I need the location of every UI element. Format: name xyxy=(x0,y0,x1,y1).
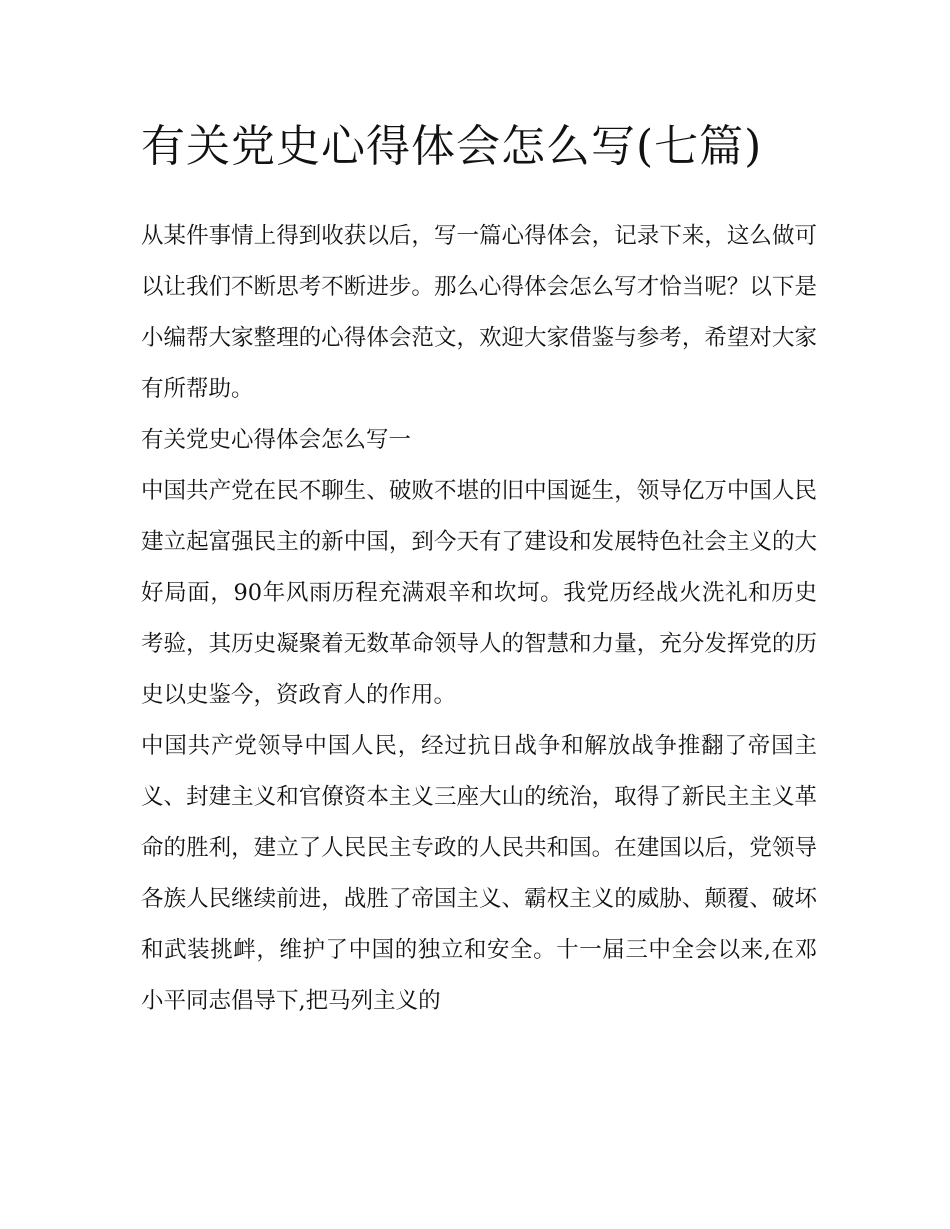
intro-paragraph: 从某件事情上得到收获以后，写一篇心得体会，记录下来，这么做可以让我们不断思考不断进步。那么心得体会怎么写才恰当呢？以下是小编帮大家整理的心得体会范文，欢迎大家借鉴与参考，希望对大家有所帮助。 xyxy=(141,223,817,402)
body-paragraph-1: 中国共产党在民不聊生、破败不堪的旧中国诞生，领导亿万中国人民建立起富强民主的新中国，到今天有了建设和发展特色社会主义的大好局面，90年风雨历程充满艰辛和坎坷。我党历经战火洗礼和历史考验，其历史凝聚着无数革命领导人的智慧和力量，充分发挥党的历史以史鉴今，资政育人的作用。 xyxy=(141,478,817,708)
section-heading: 有关党史心得体会怎么写一 xyxy=(141,427,412,453)
document-title: 有关党史心得体会怎么写(七篇) xyxy=(141,121,763,172)
body-paragraph-2: 中国共产党领导中国人民，经过抗日战争和解放战争推翻了帝国主义、封建主义和官僚资本主义三座大山的统治，取得了新民主主义革命的胜利，建立了人民民主专政的人民共和国。在建国以后，党领导各族人民继续前进，战胜了帝国主义、霸权主义的威胁、颠覆、破坏和武装挑衅，维护了中国的独立和安全。十一届三中全会以来,在邓小平同志倡导下,把马列主义的 xyxy=(141,733,817,1014)
document-page xyxy=(141,108,817,1027)
